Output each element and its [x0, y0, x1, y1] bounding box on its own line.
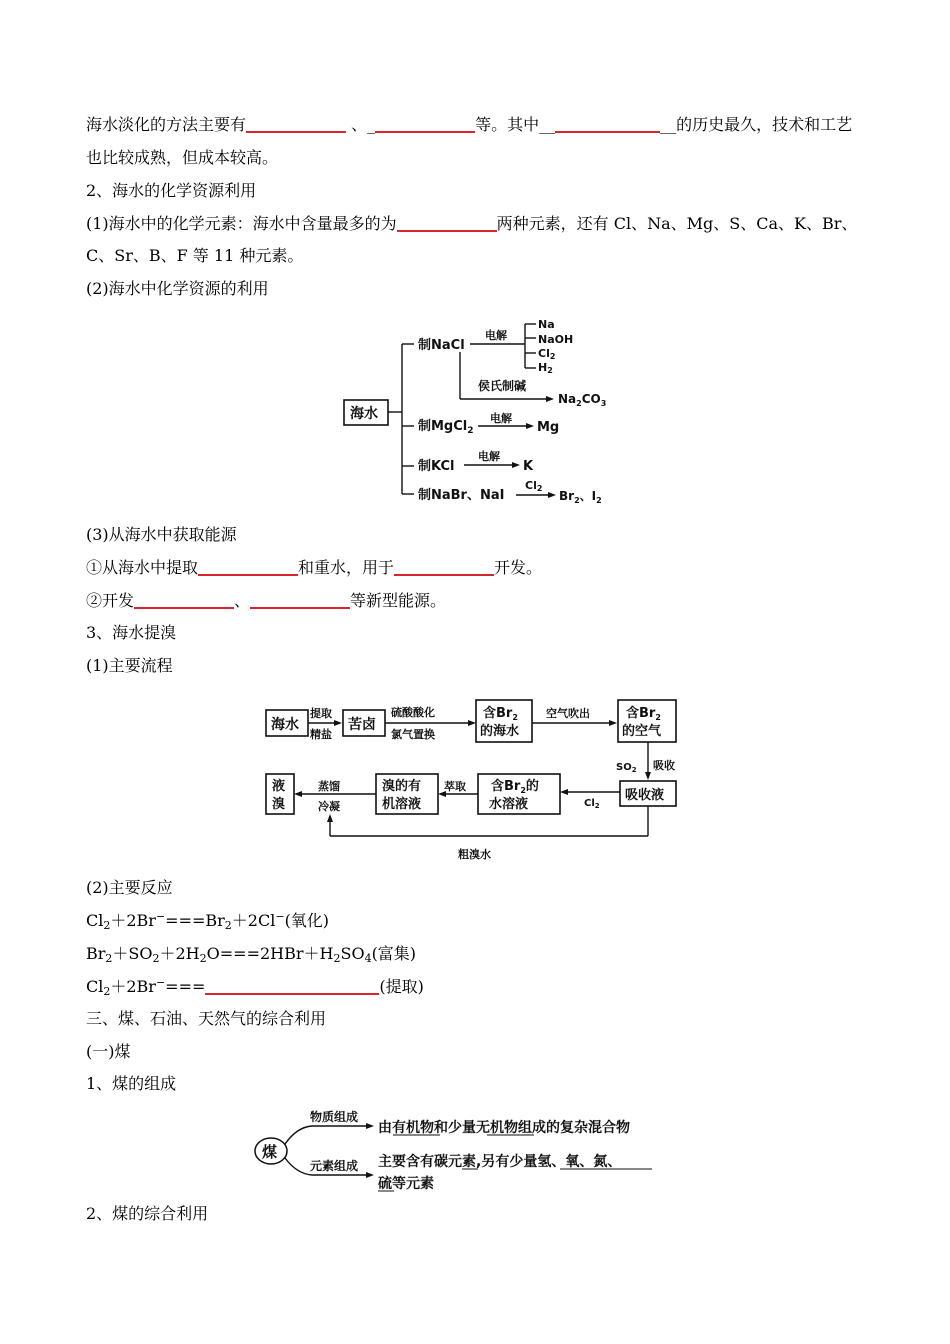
- text: 开发。: [494, 558, 543, 577]
- coal-composition-diagram: [252, 1104, 672, 1196]
- cl2-reagent: Cl2: [525, 479, 543, 493]
- seawater-label: 海水: [350, 406, 378, 422]
- coal-composition-heading: 1、煤的组成: [86, 1074, 177, 1093]
- cl2-reagent: $Cl_2$: [584, 798, 600, 810]
- make-nacl-label: 制NaCl: [418, 338, 465, 353]
- text: 两种元素，还有 Cl、Na、Mg、S、Ca、K、Br、: [496, 214, 858, 233]
- element-composition-text-1: 主要含有碳元素,另有少量氢、氧、氮、: [378, 1154, 622, 1170]
- make-nabr-nai-label: 制NaBr、NaI: [418, 488, 505, 503]
- step-condense: 冷凝: [318, 800, 340, 813]
- bromine-flow-diagram: [258, 692, 698, 868]
- br2-aqueous-label-2: 水溶液: [489, 797, 529, 812]
- step-extract: 提取: [310, 707, 332, 720]
- fill-blank[interactable]: [198, 558, 298, 576]
- product-k: K: [523, 459, 534, 474]
- electrolysis-label: 电解: [490, 412, 512, 425]
- br2-aqueous-label-1: 含$Br_2$的: [491, 779, 539, 795]
- organic-solution-label-1: 溴的有: [382, 779, 422, 794]
- text: 等新型能源。: [350, 591, 447, 610]
- energy-1: [86, 557, 542, 579]
- product-br2-i2: $Br_2$、$I_2$: [559, 489, 602, 505]
- item-3: (3)从海水中获取能源: [86, 525, 237, 544]
- text: 的历史最久，技术和工艺: [676, 115, 853, 134]
- fill-blank[interactable]: [555, 115, 660, 133]
- fill-blank[interactable]: [246, 115, 346, 133]
- text: 和重水，用于: [298, 558, 395, 577]
- step-chlorine-replace: 氯气置换: [391, 728, 435, 741]
- text: 也比较成熟，但成本较高。: [86, 148, 279, 167]
- item-2: (2)海水中化学资源的利用: [86, 279, 269, 298]
- flow-heading: (1)主要流程: [86, 656, 173, 675]
- energy-2: [86, 590, 446, 612]
- product-na2co3: $Na_2CO_3$: [558, 392, 607, 408]
- text: (1)海水中的化学元素：海水中含量最多的为: [86, 214, 397, 233]
- seawater-resource-diagram: [330, 312, 630, 512]
- fill-blank[interactable]: [375, 115, 475, 133]
- product-naoh: NaOH: [538, 333, 574, 346]
- coal-heading: (一)煤: [86, 1042, 131, 1061]
- product-mg: Mg: [537, 420, 560, 435]
- section-heading: 2、海水的化学资源利用: [86, 181, 257, 200]
- section-heading: 3、海水提溴: [86, 623, 177, 642]
- item-1-cont: C、Sr、B、F 等 11 种元素。: [86, 246, 304, 265]
- item-1: [86, 213, 857, 235]
- organic-solution-label-2: 机溶液: [382, 797, 422, 812]
- br2-seawater-label-1: 含$Br_2$: [483, 706, 518, 722]
- step-refined-salt: 精盐: [310, 728, 332, 741]
- section-heading: 三、煤、石油、天然气的综合利用: [86, 1009, 327, 1028]
- element-composition-label: 元素组成: [310, 1159, 359, 1173]
- hou-process-label: 侯氏制碱: [478, 379, 527, 393]
- coal-utilization-heading: 2、煤的综合利用: [86, 1204, 209, 1223]
- br2-seawater-label-2: 的海水: [480, 724, 520, 739]
- fill-blank[interactable]: [394, 558, 494, 576]
- product-na: Na: [538, 318, 555, 331]
- absorbent-label: 吸收液: [625, 788, 665, 803]
- step-air-blow: 空气吹出: [546, 707, 590, 720]
- fill-blank[interactable]: [397, 214, 497, 232]
- text: ②开发: [86, 591, 135, 610]
- step-absorb: 吸收: [653, 759, 675, 772]
- product-h2: H2: [538, 361, 553, 375]
- make-mgcl2-label: 制MgCl$_2$: [418, 419, 474, 436]
- make-kcl-label: 制KCl: [418, 459, 455, 474]
- text: 、: [234, 591, 251, 610]
- step-acidify: 硫酸酸化: [391, 706, 435, 719]
- text: 海水淡化的方法主要有: [86, 115, 247, 134]
- electrolysis-label: 电解: [485, 329, 507, 342]
- br2-air-label-1: 含$Br_2$: [626, 706, 661, 722]
- br2-air-label-2: 的空气: [622, 724, 662, 739]
- reaction-1: $Cl_2+2Br^-===Br_2+2Cl^-$(氧化): [86, 910, 330, 932]
- desalination-line-1: 海水淡化的方法主要有 、_ 等。其中__ __的历史最久，技术和工艺: [86, 115, 853, 134]
- electrolysis-label: 电解: [478, 450, 500, 463]
- seawater-label: 海水: [271, 717, 299, 733]
- step-distill: 蒸馏: [318, 780, 340, 793]
- fill-blank[interactable]: [134, 591, 234, 609]
- bittern-label: 苦卤: [348, 717, 376, 733]
- substance-composition-text: 由有机物和少量无机物组成的复杂混合物: [378, 1120, 630, 1136]
- fill-blank[interactable]: [205, 977, 379, 995]
- fill-blank[interactable]: [250, 591, 350, 609]
- crude-bromine-water-label: 粗溴水: [458, 848, 491, 861]
- desalination-line-2: [86, 147, 278, 169]
- element-composition-text-2: 硫等元素: [378, 1176, 434, 1192]
- liquid-bromine-label-2: 溴: [272, 797, 286, 812]
- reaction-heading: (2)主要反应: [86, 878, 173, 897]
- reaction-2: $Br_2+SO_2+2H_2O===2HBr+H_2SO_4$(富集): [86, 944, 417, 965]
- substance-composition-label: 物质组成: [310, 1110, 359, 1124]
- text: 、: [351, 115, 368, 134]
- coal-label: 煤: [262, 1143, 278, 1161]
- step-extraction: 萃取: [444, 780, 466, 793]
- so2-reagent: $SO_2$: [616, 762, 637, 774]
- liquid-bromine-label-1: 液: [272, 779, 286, 794]
- text: 等。其中: [475, 115, 540, 134]
- text: ①从海水中提取: [86, 558, 199, 577]
- reaction-3: $Cl_2+2Br^-===$ (提取): [86, 976, 424, 998]
- product-cl2: Cl2: [538, 347, 556, 361]
